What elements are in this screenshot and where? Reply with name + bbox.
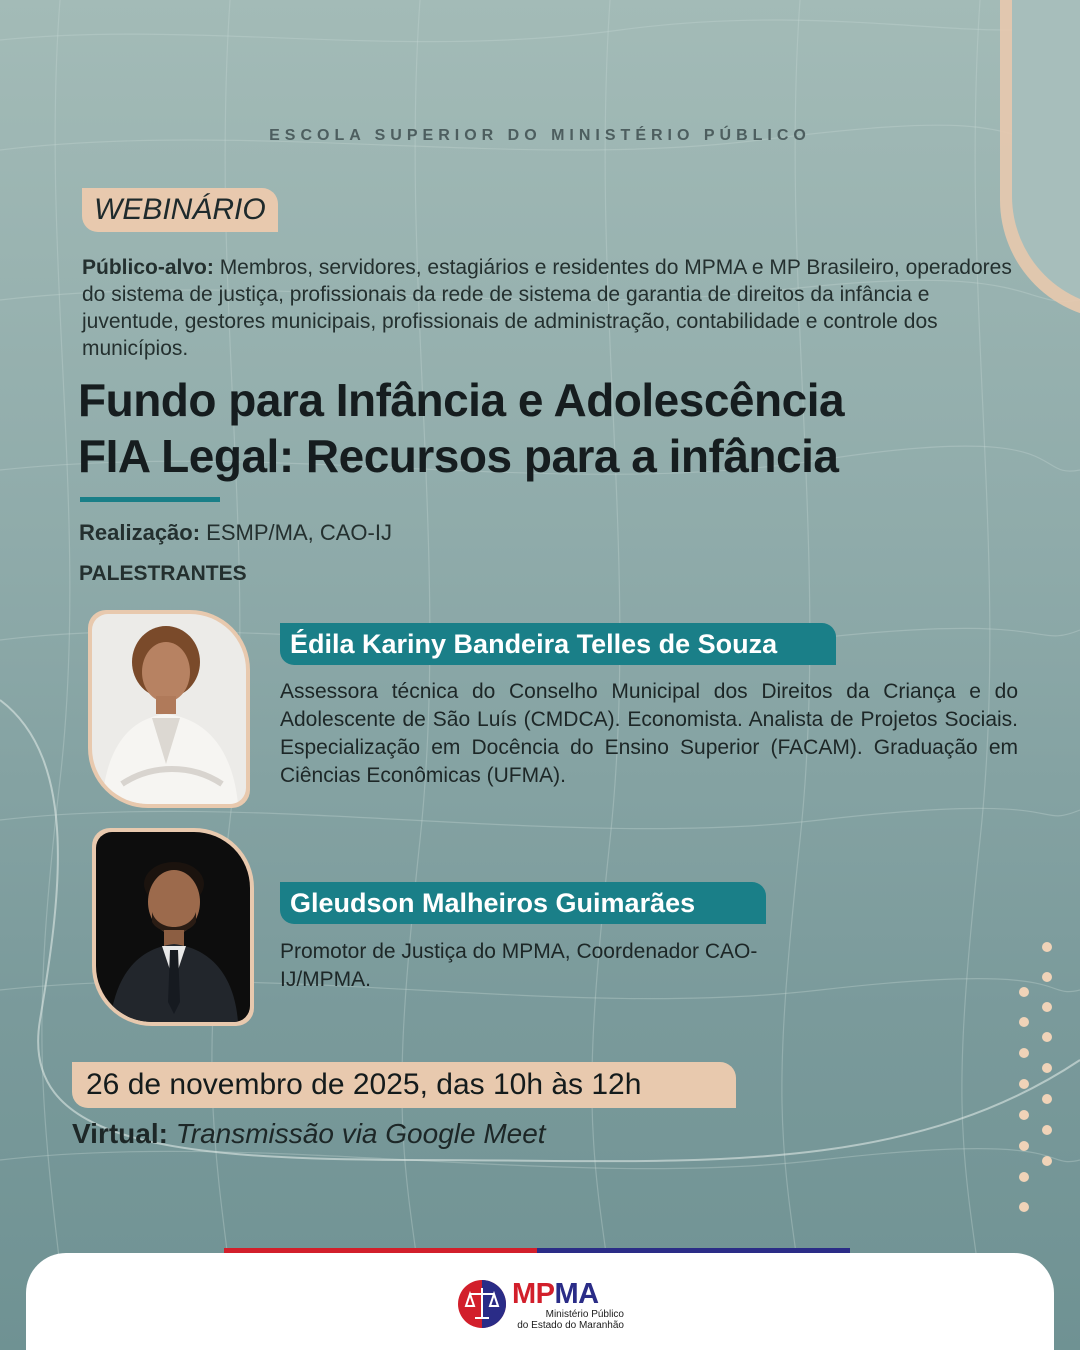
event-title-line-2: FIA Legal: Recursos para a infância [78,430,839,482]
speaker-2-bio: Promotor de Justiça do MPMA, Coordenador CAO-IJ/MPMA. [280,940,758,991]
event-location-label: Virtual: [72,1118,168,1149]
target-audience [82,254,1022,362]
event-date: 26 de novembro de 2025, das 10h às 12h [72,1062,736,1108]
event-title-line-1: Fundo para Infância e Adolescência [78,374,845,426]
speaker-1-bio: Assessora técnica do Conselho Municipal dos Direitos da Criança e do Adolescente de São Luís (CMDCA). Economista. Analista de Projetos Sociais. Especialização em Docência do Ensino Superior (FACAM). Graduação em Ciências Econômicas (UFMA). [280,680,1018,787]
speaker-2-name: Gleudson Malheiros Guimarães [280,882,766,924]
event-location [72,1118,546,1150]
organizers [79,520,392,546]
logo-subtitle-line-1: Ministério Público [545,1309,624,1320]
title-underline [80,497,220,502]
event-location-text: Transmissão via Google Meet [167,1118,546,1149]
logo-subtitle-line-2: do Estado do Maranhão [517,1320,624,1331]
speakers-heading: PALESTRANTES [79,562,247,585]
event-title [78,372,1018,484]
organizers-label: Realização: [79,520,201,545]
target-audience-label: Público-alvo: [82,256,214,279]
speaker-2-photo [96,832,250,1022]
speaker-1-name: Édila Kariny Bandeira Telles de Souza [280,623,836,665]
logo-wordmark: MPMA [512,1278,599,1310]
organizers-text: ESMP/MA, CAO-IJ [200,520,392,545]
decorative-dots [1010,935,1070,1225]
logo-text [512,1279,624,1331]
event-format-badge: WEBINÁRIO [82,188,278,232]
organization-name: ESCOLA SUPERIOR DO MINISTÉRIO PÚBLICO [269,127,811,144]
speaker-1-portrait-image [92,614,246,804]
speaker-1-photo [92,614,246,804]
target-audience-text: Membros, servidores, estagiários e residentes do MPMA e MP Brasileiro, operadores do sistema de justiça, profissionais da rede de sistema de garantia de direitos da infância e juventude, gestores municipais, profissionais de administração, contabilidade e controle dos municípios. [82,256,1012,360]
speaker-2-portrait-image [96,832,250,1022]
